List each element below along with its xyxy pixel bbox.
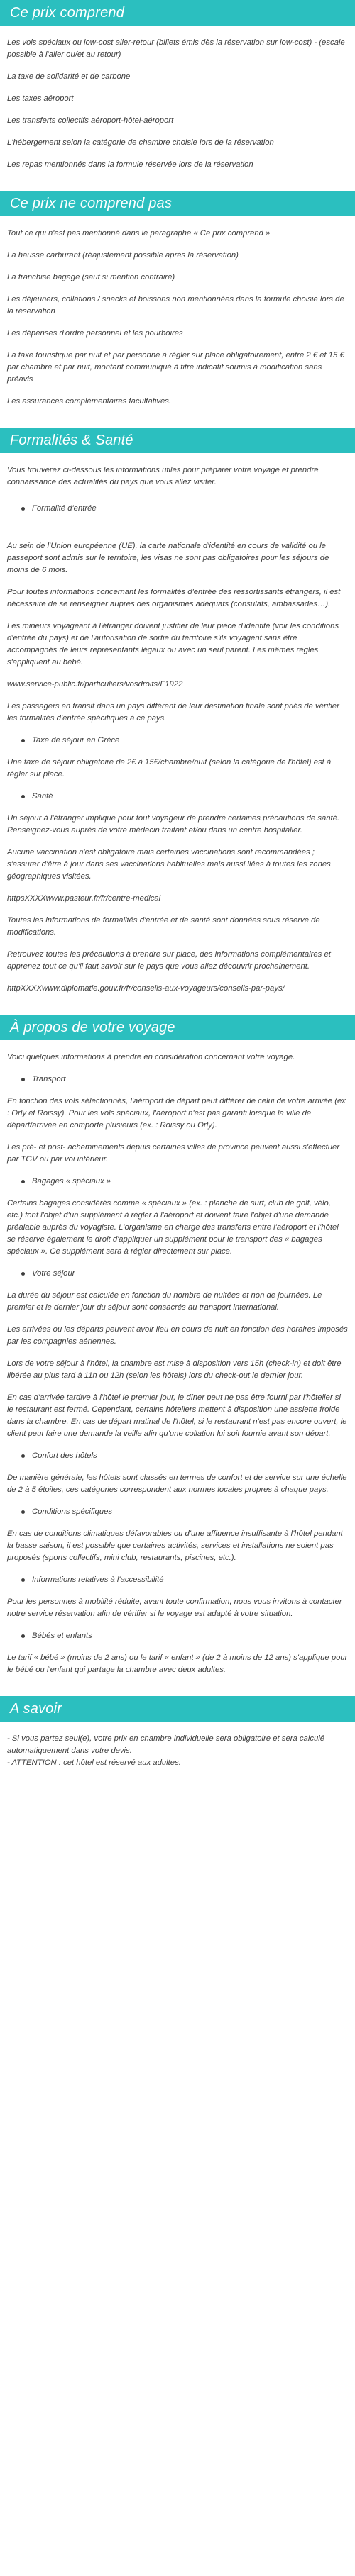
paragraph: En fonction des vols sélectionnés, l'aéroport de départ peut différer de celui de votre arrivée (ex : Orly et Roissy). Pour les vols spéciaux, l'aéroport n'est pas garanti lorsque la ville de départ/arrivée en comporte plusieurs (ex. : Roissy ou Orly). (7, 1097, 346, 1130)
bullet-label: Bébés et enfants (32, 1632, 92, 1640)
bullet-label: Informations relatives à l'accessibilité (32, 1576, 164, 1584)
bullet-item (21, 1630, 348, 1642)
paragraph: Les repas mentionnés dans la formule réservée lors de la réservation (7, 160, 253, 169)
paragraph: Le tarif « bébé » (moins de 2 ans) ou le tarif « enfant » (de 2 à moins de 12 ans) s'applique pour le bébé ou l'enfant qui partage la chambre avec deux adultes. (7, 1654, 348, 1674)
paragraph: Retrouvez toutes les précautions à prendre sur place, des informations complémentaires et apprenez tout ce qu'il faut savoir sur le pays que vous allez découvrir prochainement. (7, 950, 331, 971)
paragraph: Les dépenses d'ordre personnel et les pourboires (7, 329, 183, 338)
link-text[interactable]: httpsXXXXwww.pasteur.fr/fr/centre-medical (7, 894, 161, 903)
link-text[interactable]: httpXXXXwww.diplomatie.gouv.fr/fr/conseils-aux-voyageurs/conseils-par-pays/ (7, 984, 285, 993)
paragraph: - Si vous partez seul(e), votre prix en chambre individuelle sera obligatoire et sera calculé automatiquement dans votre devis. (7, 1734, 325, 1755)
bullet-item (21, 1074, 348, 1086)
paragraph: La hausse carburant (réajustement possible après la réservation) (7, 251, 239, 260)
section-about-trip (0, 1015, 355, 1676)
section-formalities-health (0, 428, 355, 995)
section-content (0, 453, 355, 995)
section-title: Ce prix comprend (0, 0, 355, 26)
paragraph: Les transferts collectifs aéroport-hôtel-aéroport (7, 116, 174, 125)
paragraph: Les arrivées ou les départs peuvent avoir lieu en cours de nuit en fonction des horaires imposés par les compagnies aériennes. (7, 1325, 348, 1346)
bullet-item (21, 1506, 348, 1518)
bullet-label: Santé (32, 792, 53, 801)
bullet-label: Bagages « spéciaux » (32, 1177, 111, 1186)
paragraph: En cas d'arrivée tardive à l'hôtel le premier jour, le dîner peut ne pas être fourni par l'hôtelier si le restaurant est fermé. Cependant, certains hôteliers mettent à disposition une assiette froide dans la chambre. En cas de départ matinal de l'hôtel, si le restaurant n'est pas encore ouvert, le client peut faire une demande la veille afin qu'une collation lui soit fournie avant son départ. (7, 1393, 347, 1438)
bullet-label: Transport (32, 1075, 66, 1083)
paragraph: Vous trouverez ci-dessous les informations utiles pour préparer votre voyage et prendre connaissance des actualités du pays que vous allez visiter. (7, 466, 319, 486)
bullet-dot-icon (21, 507, 25, 511)
bullet-item (21, 1450, 348, 1462)
paragraph: Une taxe de séjour obligatoire de 2€ à 15€/chambre/nuit (selon la catégorie de l'hôtel) est à régler sur place. (7, 758, 332, 779)
section-price-excludes (0, 191, 355, 408)
bullet-dot-icon (21, 1634, 25, 1638)
bullet-item (21, 735, 348, 747)
section-title: À propos de votre voyage (0, 1015, 355, 1040)
paragraph: Les vols spéciaux ou low-cost aller-retour (billets émis dès la réservation sur low-cost) - (escale possible à l'aller ou/et au retour) (7, 38, 345, 59)
paragraph: Pour toutes informations concernant les formalités d'entrée des ressortissants étrangers, il est nécessaire de se renseigner auprès des organismes adéquats (consulats, ambassades…). (7, 588, 341, 608)
bullet-item (21, 1176, 348, 1188)
section-good-to-know (0, 1696, 355, 1769)
section-content (0, 216, 355, 408)
paragraph: Lors de votre séjour à l'hôtel, la chambre est mise à disposition vers 15h (check-in) et doit être libérée au plus tard à 11h ou 12h (selon les hôtels) lors du check-out le dernier jour. (7, 1359, 342, 1380)
paragraph: Les assurances complémentaires facultatives. (7, 397, 172, 406)
section-content (0, 26, 355, 171)
paragraph: Tout ce qui n'est pas mentionné dans le paragraphe « Ce prix comprend » (7, 229, 271, 238)
paragraph: Aucune vaccination n'est obligatoire mais certaines vaccinations sont recommandées ; s'assurer d'être à jour dans ses vaccinations habituelles mais aussi liées à toutes les zones géographiques visitées. (7, 848, 331, 881)
paragraph: La durée du séjour est calculée en fonction du nombre de nuitées et non de journées. Le premier et le dernier jour du séjour sont consacrés au transport international. (7, 1291, 322, 1312)
paragraph: La franchise bagage (sauf si mention contraire) (7, 273, 175, 281)
section-title: Formalités & Santé (0, 428, 355, 453)
paragraph: Au sein de l'Union européenne (UE), la carte nationale d'identité en cours de validité ou le passeport sont admis sur le territoire, les visas ne sont pas obligatoires pour les séjours de moins de 6 mois. (7, 542, 329, 574)
bullet-item (21, 1268, 348, 1280)
bullet-item (21, 791, 348, 803)
paragraph: Les passagers en transit dans un pays différent de leur destination finale sont priés de vérifier les formalités d'entrée spécifiques à ce pays. (7, 702, 339, 723)
paragraph: Pour les personnes à mobilité réduite, avant toute confirmation, nous vous invitons à contacter notre service réservation afin de vérifier si le voyage est adapté à votre situation. (7, 1598, 342, 1618)
paragraph: Certains bagages considérés comme « spéciaux » (ex. : planche de surf, club de golf, vélo, etc.) font l'objet d'un supplément à régler à l'aéroport et doivent faire l'objet d'une demande préalable auprès du voyagiste. L'organisme en charge des transferts entre l'aéroport et l'hôtel se réserve également le droit d'appliquer un supplément pour le transport des « bagages spéciaux ». Ce supplément sera à régler directement sur place. (7, 1199, 339, 1256)
paragraph: Les déjeuners, collations / snacks et boissons non mentionnées dans la formule choisie lors de la réservation (7, 295, 344, 316)
link-text[interactable]: www.service-public.fr/particuliers/vosdroits/F1922 (7, 680, 183, 688)
bullet-dot-icon (21, 739, 25, 742)
paragraph: Les pré- et post- acheminements depuis certaines villes de province peuvent aussi s'effectuer par TGV ou par voi intérieur. (7, 1143, 340, 1164)
section-content (0, 1040, 355, 1676)
paragraph: Voici quelques informations à prendre en considération concernant votre voyage. (7, 1053, 295, 1061)
bullet-label: Votre séjour (32, 1269, 75, 1278)
bullet-dot-icon (21, 1578, 25, 1582)
bullet-label: Conditions spécifiques (32, 1507, 113, 1516)
spacer (7, 525, 348, 540)
bullet-dot-icon (21, 1078, 25, 1081)
paragraph: La taxe touristique par nuit et par personne à régler sur place obligatoirement, entre 2 € et 15 € par chambre et par nuit, montant communiqué à titre indicatif soumis à modification sans préavis (7, 351, 344, 384)
bullet-label: Confort des hôtels (32, 1451, 97, 1460)
bullet-item (21, 503, 348, 515)
bullet-dot-icon (21, 1180, 25, 1183)
bullet-dot-icon (21, 1510, 25, 1514)
section-content (0, 1722, 355, 1769)
section-title: Ce prix ne comprend pas (0, 191, 355, 216)
paragraph: Un séjour à l'étranger implique pour tout voyageur de prendre certaines précautions de santé. Renseignez-vous auprès de votre médecin traitant et/ou dans un centre hospitalier. (7, 814, 340, 835)
bullet-dot-icon (21, 795, 25, 798)
paragraph: De manière générale, les hôtels sont classés en termes de confort et de service sur une échelle de 2 à 5 étoiles, ces catégories correspondent aux normes locales propres à chaque pays. (7, 1473, 347, 1494)
paragraph: En cas de conditions climatiques défavorables ou d'une affluence insuffisante à l'hôtel pendant la basse saison, il est possible que certaines activités, services et installations ne soient pas proposés (sports collectifs, mini club, restaurants, piscines, etc.). (7, 1529, 343, 1562)
paragraph: La taxe de solidarité et de carbone (7, 72, 131, 81)
bullet-dot-icon (21, 1272, 25, 1276)
bullet-item (21, 1574, 348, 1586)
paragraph: L'hébergement selon la catégorie de chambre choisie lors de la réservation (7, 138, 274, 147)
paragraph: Les mineurs voyageant à l'étranger doivent justifier de leur pièce d'identité (voir les conditions d'entrée du pays) et de l'autorisation de sortie du territoire s'ils voyagent sans être accompagnés de leurs représentants légaux ou avec un seul parent. Les mêmes règles s'appliquent au bébé. (7, 622, 339, 667)
section-price-includes (0, 0, 355, 171)
bullet-label: Formalité d'entrée (32, 504, 97, 513)
paragraph: - ATTENTION : cet hôtel est réservé aux adultes. (7, 1758, 181, 1767)
section-title: A savoir (0, 1696, 355, 1722)
bullet-dot-icon (21, 1454, 25, 1458)
paragraph: Toutes les informations de formalités d'entrée et de santé sont données sous réserve de modifications. (7, 916, 320, 937)
paragraph: Les taxes aéroport (7, 94, 74, 103)
bullet-label: Taxe de séjour en Grèce (32, 736, 120, 745)
